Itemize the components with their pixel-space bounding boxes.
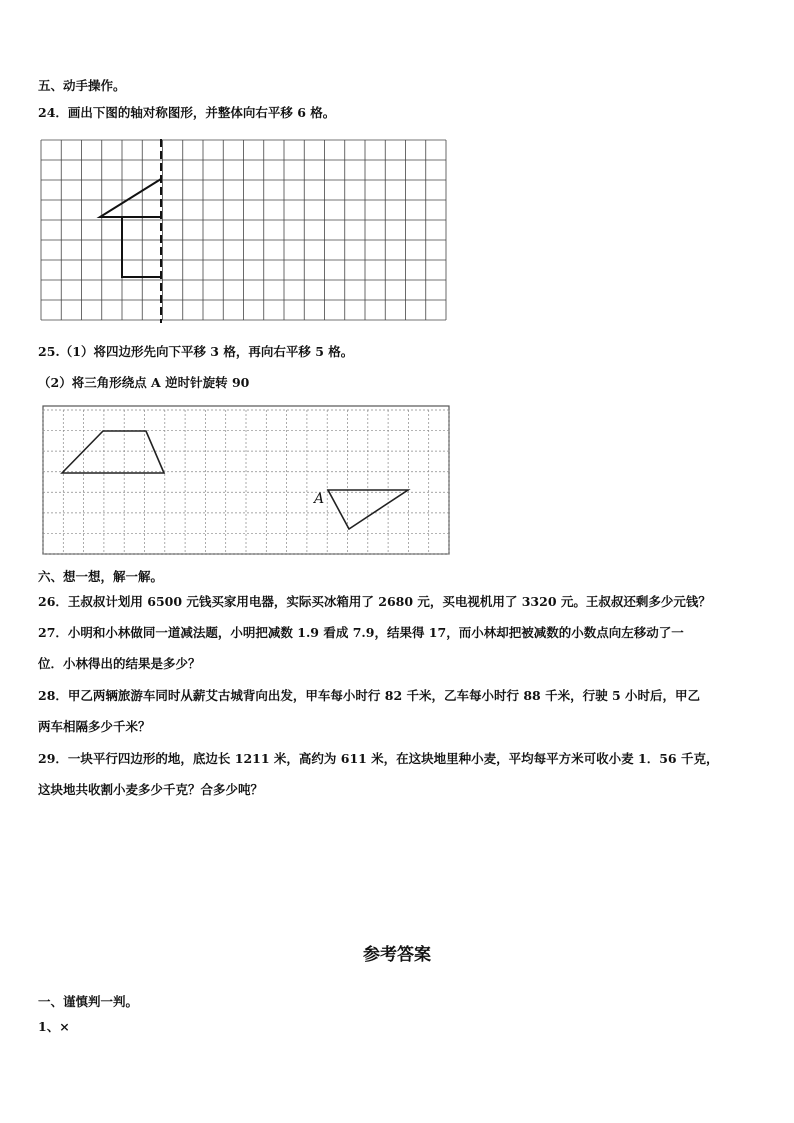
grid-figure-q25 [42,404,452,556]
question-28-line2: 两车相隔多少千米？ [38,719,151,734]
question-28-line1: 28．甲乙两辆旅游车同时从薪艾古城背向出发，甲车每小时行 82 千米，乙车每小时行 88 千米，行驶 5 小时后，甲乙 [38,688,700,703]
section6-heading: 六、想一想，解一解。 [38,569,164,584]
section5-heading: 五、动手操作。 [38,78,126,93]
half-figure [100,179,161,217]
answer-1: 1、× [38,1019,70,1034]
answers-section1: 一、谨慎判一判。 [38,994,139,1009]
question-27-line1: 27．小明和小林做同一道减法题，小明把减数 1.9 看成 7.9，结果得 17，而小林却把被减数的小数点向左移动了一 [38,625,684,640]
question-25-2: （2）将三角形绕点 A 逆时针旋转 90 [38,375,250,390]
point-a-label: A [314,491,325,507]
question-29-line1: 29．一块平行四边形的地，底边长 1211 米，高约为 611 米，在这块地里种小麦，平均每平方米可收小麦 1．56 千克， [38,751,719,766]
half-figure-rect [122,217,161,277]
question-27-line2: 位．小林得出的结果是多少？ [38,656,201,671]
question-29-line2: 这块地共收割小麦多少千克？合多少吨？ [38,782,264,797]
answers-title: 参考答案 [363,945,431,965]
quadrilateral [62,431,164,473]
question-26: 26．王叔叔计划用 6500 元钱买家用电器，实际买冰箱用了 2680 元，买电视机用了 3320 元。王叔叔还剩多少元钱？ [38,594,711,609]
question-25-1: 25.（1）将四边形先向下平移 3 格，再向右平移 5 格。 [38,344,354,359]
grid-figure-q24 [40,139,450,323]
question-24: 24．画出下图的轴对称图形，并整体向右平移 6 格。 [38,105,336,120]
